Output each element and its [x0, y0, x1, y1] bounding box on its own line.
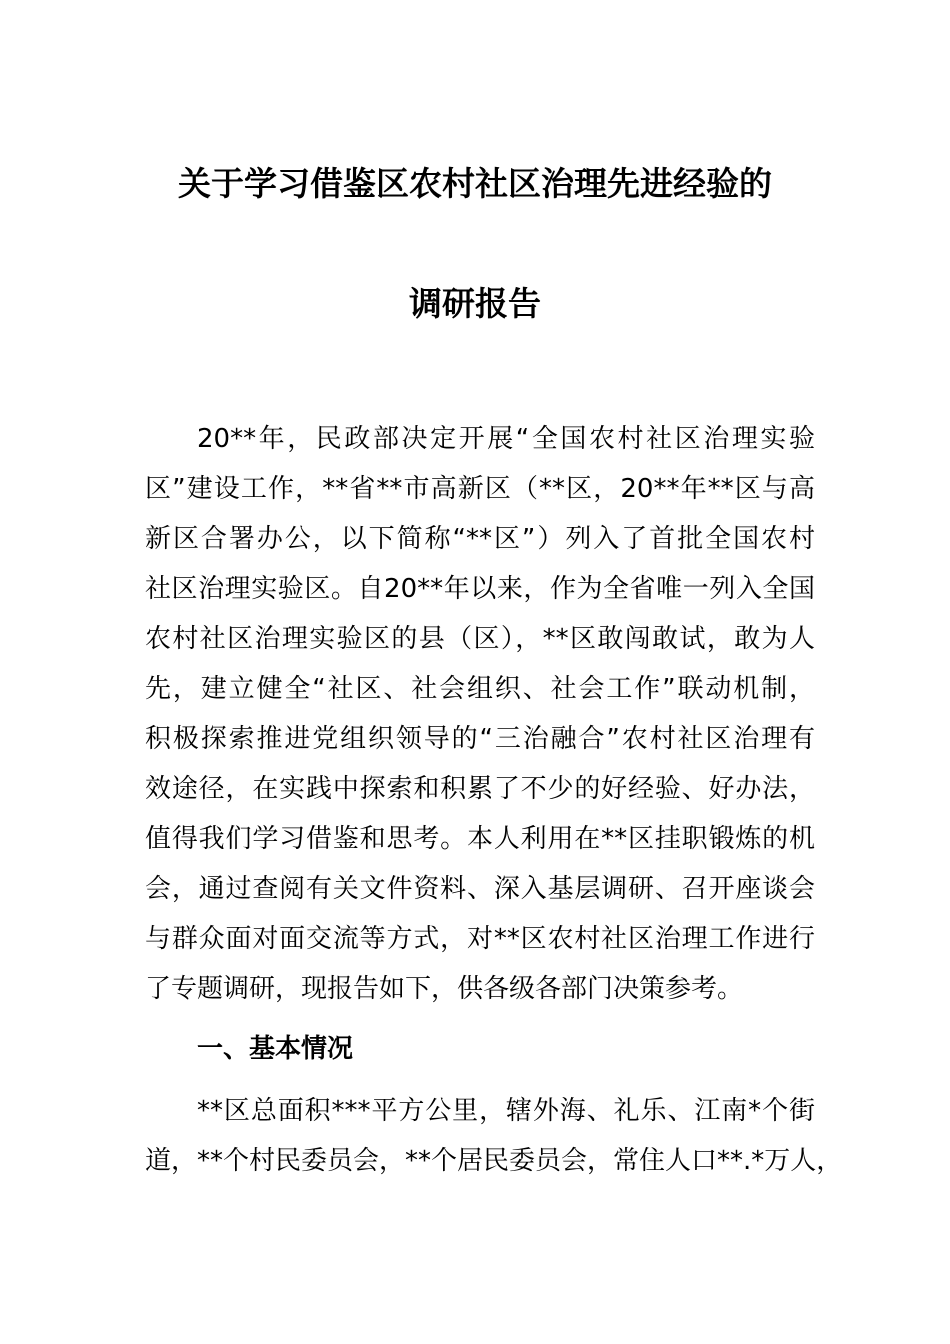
- paragraph-line: 积极探索推进党组织领导的“三治融合”农村社区治理有: [145, 724, 815, 754]
- paragraph-line: 了专题调研，现报告如下，供各级各部门决策参考。: [145, 974, 744, 1004]
- paragraph-line: 值得我们学习借鉴和思考。本人利用在**区挂职锻炼的机: [145, 824, 815, 854]
- paragraph-line: 新区合署办公，以下简称“**区”）列入了首批全国农村: [145, 524, 815, 554]
- paragraph-line: 农村社区治理实验区的县（区），**区敢闯敢试，敢为人: [145, 624, 815, 654]
- paragraph-line: **区总面积***平方公里，辖外海、礼乐、江南*个街: [197, 1096, 815, 1126]
- document-title-line-1: 关于学习借鉴区农村社区治理先进经验的: [178, 164, 772, 203]
- paragraph-line: 区”建设工作，**省**市高新区（**区，20**年**区与高: [145, 474, 815, 504]
- paragraph-line: 20**年，民政部决定开展“全国农村社区治理实验: [197, 424, 815, 454]
- paragraph-line: 先，建立健全“社区、社会组织、社会工作”联动机制，: [145, 674, 815, 704]
- paragraph-line: 道，**个村民委员会，**个居民委员会，常住人口**.*万人，: [145, 1146, 843, 1176]
- section-heading: 一、基本情况: [197, 1034, 354, 1064]
- paragraph-line: 与群众面对面交流等方式，对**区农村社区治理工作进行: [145, 924, 815, 954]
- paragraph-line: 效途径，在实践中探索和积累了不少的好经验、好办法，: [145, 774, 815, 804]
- document-title-line-2: 调研报告: [409, 284, 541, 323]
- paragraph-line: 社区治理实验区。自20**年以来，作为全省唯一列入全国: [145, 574, 815, 604]
- paragraph-line: 会，通过查阅有关文件资料、深入基层调研、召开座谈会: [145, 874, 815, 904]
